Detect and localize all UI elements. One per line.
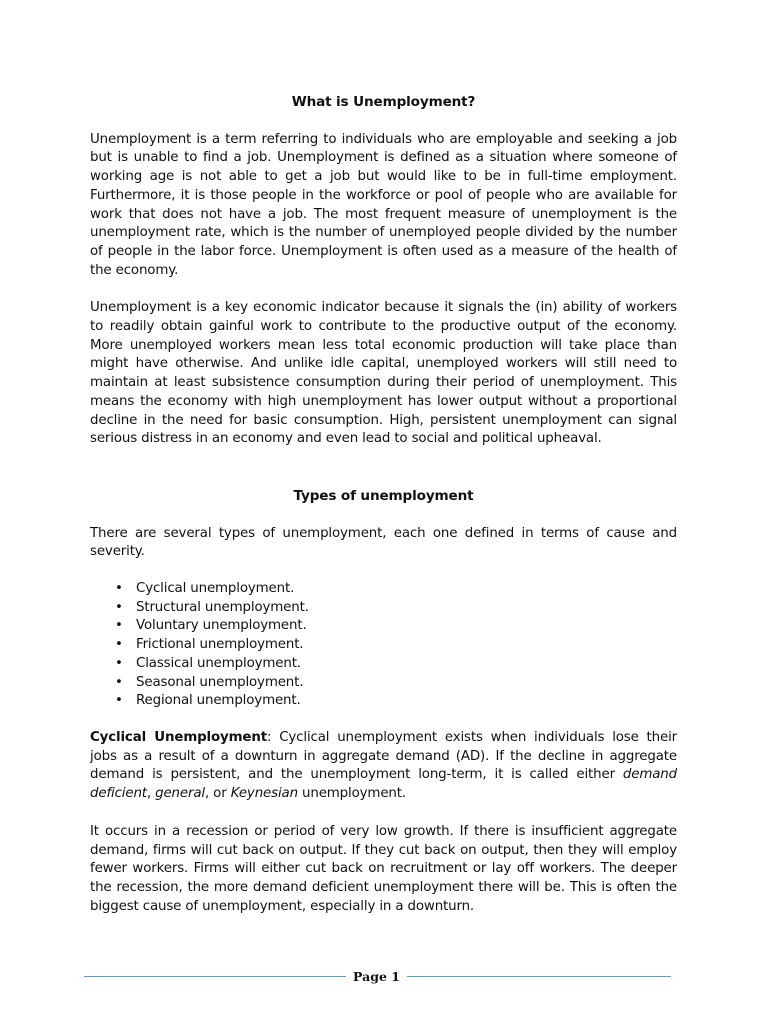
- heading-what-is-unemployment: What is Unemployment?: [291, 94, 476, 110]
- heading-types-of-unemployment: Types of unemployment: [293, 487, 474, 504]
- document-body: [90, 93, 677, 916]
- bullet-icon: •: [115, 581, 123, 597]
- list-item: • Seasonal unemployment.: [90, 674, 677, 693]
- cyclical-term: Cyclical Unemployment: [90, 729, 267, 745]
- term-general: general: [155, 786, 205, 802]
- paragraph-definition: Unemployment is a term referring to individuals who are employable and seeking a job but is unable to find a job. Unemployment is defined as a situation where someone of working age is not able to get a job but would like to be in full-time employment. Furthermore, it is those people in the workforce or pool of people who are available for work that does not have a job. The most frequent measure of unemployment is the unemployment rate, which is the number of unemployed people divided by the number of people in the labor force. Unemployment is often used as a measure of the health of the economy.: [90, 131, 677, 278]
- term-keynesian: Keynesian: [230, 786, 298, 802]
- list-item: • Frictional unemployment.: [90, 636, 677, 655]
- list-item: • Voluntary unemployment.: [90, 617, 677, 636]
- term-demand-deficient: demand deficient: [90, 767, 677, 802]
- list-item: • Cyclical unemployment.: [90, 580, 677, 599]
- bullet-icon: •: [115, 618, 123, 634]
- list-item: • Structural unemployment.: [90, 599, 677, 618]
- paragraph-cyclical-unemployment: Cyclical Unemployment: Cyclical unemployment exists when individuals lose their jobs as a result of a downturn in aggregate demand (AD). If the decline in aggregate demand is persistent, and the unemployment long-term, it is called either demand deficient, general, or Keynesian unemployment.: [90, 729, 678, 802]
- bullet-icon: •: [115, 637, 123, 653]
- paragraph-recession: It occurs in a recession or period of very low growth. If there is insufficient aggregate demand, firms will cut back on output. If they cut back on output, then they will employ fewer workers. Firms will either cut back on recruitment or lay off workers. The deeper the recession, the more demand deficient unemployment there will be. This is often the biggest cause of unemployment, especially in a downturn.: [90, 823, 677, 914]
- unemployment-types-list: [90, 580, 677, 711]
- paragraph-types-intro: There are several types of unemployment, each one defined in terms of cause and severity.: [90, 525, 677, 560]
- footer-rule-right: [407, 976, 671, 977]
- footer-rule-left: [84, 976, 346, 977]
- page-number: Page 1: [353, 969, 400, 984]
- bullet-icon: •: [115, 655, 123, 671]
- bullet-icon: •: [115, 674, 123, 690]
- bullet-icon: •: [115, 599, 123, 615]
- paragraph-key-indicator: Unemployment is a key economic indicator because it signals the (in) ability of workers to readily obtain gainful work to contribute to the productive output of the economy. More unemployed workers mean less total economic production will take place than might have otherwise. And unlike idle capital, unemployed workers will still need to maintain at least subsistence consumption during their period of unemployment. This means the economy with high unemployment has lower output without a proportional decline in the need for basic consumption. High, persistent unemployment can signal serious distress in an economy and even lead to social and political upheaval.: [90, 300, 677, 447]
- list-item: • Classical unemployment.: [90, 655, 677, 674]
- list-item: • Regional unemployment.: [90, 692, 677, 711]
- bullet-icon: •: [115, 693, 123, 709]
